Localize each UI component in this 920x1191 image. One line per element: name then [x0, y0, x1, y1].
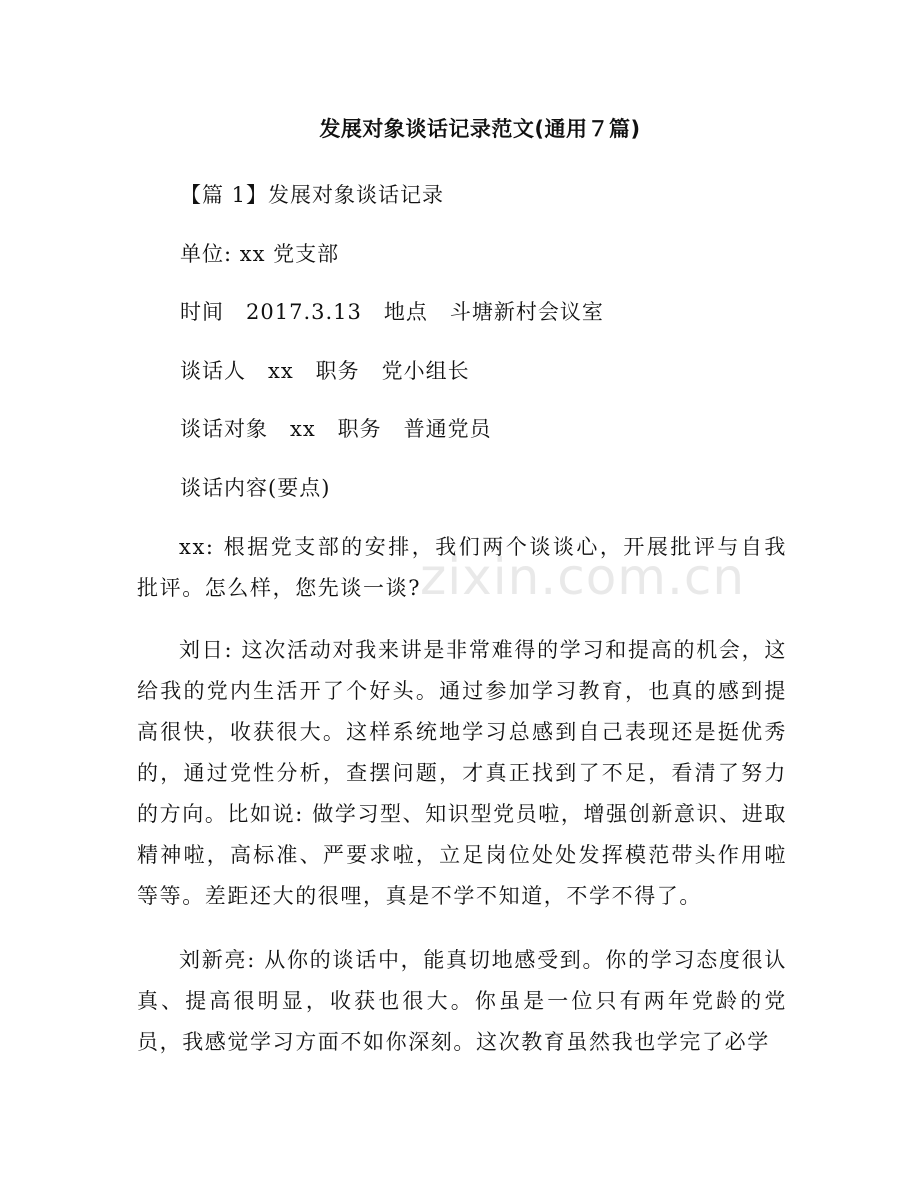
unit-line: 单位: xx 党支部	[180, 242, 340, 266]
paragraph-2: 刘日: 这次活动对我来讲是非常难得的学习和提高的机会，这给我的党内生活开了个好头。通过参加学习教育，也真的感到提高很快，收获很大。这样系统地学习总感到自己表现还是挺优秀的，通过党性分析，查摆问题，才真正找到了不足，看清了努力的方向。比如说: 做学习型、知识型党员啦，增强创新意识、进取精神啦，高标准、严要求啦，立足岗位处处发挥模范带头作用啦等等。差距还大的很哩，真是不学不知道，不学不得了。	[137, 638, 787, 908]
speaker-line: 谈话人 xx 职务 党小组长	[180, 359, 470, 383]
watermark: zixin.com.cn	[420, 548, 746, 606]
document-title: 发展对象谈话记录范文(通用７篇)	[319, 117, 641, 141]
target-line: 谈话对象 xx 职务 普通党员	[180, 417, 492, 441]
paragraph-1: xx: 根据党支部的安排，我们两个谈谈心，开展批评与自我批评。怎么样，您先谈一谈?	[137, 535, 787, 600]
time-location-line: 时间 2017.3.13 地点 斗塘新村会议室	[180, 300, 604, 324]
content-heading: 谈话内容(要点)	[180, 476, 331, 500]
paragraph-3: 刘新亮: 从你的谈话中，能真切地感受到。你的学习态度很认真、提高很明显，收获也很大。你虽是一位只有两年党龄的党员，我感觉学习方面不如你深刻。这次教育虽然我也学完了必学	[137, 948, 787, 1054]
section-heading: 【篇 1】发展对象谈话记录	[180, 183, 445, 207]
